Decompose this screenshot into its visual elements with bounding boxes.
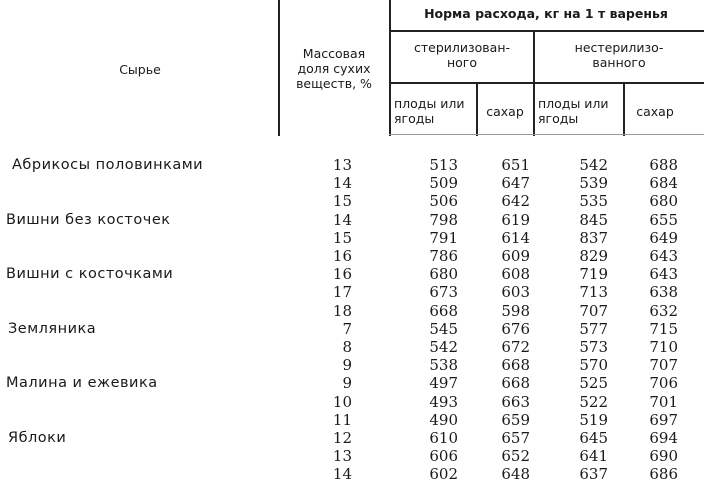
nonsterilized-sugar-value: 701 <box>649 392 678 411</box>
sterilized-sugar-value: 614 <box>501 228 530 247</box>
table-row <box>0 174 704 192</box>
sterilized-sugar-value: 676 <box>501 319 530 338</box>
nonsterilized-fruit-value: 525 <box>579 374 608 393</box>
table-row <box>0 338 704 356</box>
nonsterilized-sugar-value: 680 <box>649 192 678 211</box>
header-rule-raw <box>278 0 280 136</box>
sterilized-sugar-value: 657 <box>501 429 530 447</box>
nonsterilized-sugar-value: 697 <box>649 410 678 429</box>
dry-matter-value: 16 <box>332 265 352 284</box>
sterilized-fruit-value: 798 <box>429 210 458 229</box>
header-fruits-sterile <box>390 96 480 126</box>
nonsterilized-fruit-value: 542 <box>579 156 608 174</box>
header-nonsterilized-line-1: нестерилизо- <box>574 40 664 55</box>
header-sugar-nonsterile: сахар <box>636 104 674 119</box>
nonsterilized-fruit-value: 707 <box>579 301 608 320</box>
product-name: Малина и ежевика <box>6 375 158 392</box>
dry-matter-value: 12 <box>332 429 352 447</box>
dry-matter-value: 7 <box>342 319 352 338</box>
header-sugar-sterile: сахар <box>486 104 524 119</box>
table-row <box>0 356 704 374</box>
header-norm: Норма расхода, кг на 1 т варенья <box>424 6 668 21</box>
sterilized-fruit-value: 542 <box>429 338 458 356</box>
dry-matter-value: 9 <box>342 374 352 393</box>
sterilized-sugar-value: 648 <box>501 465 530 484</box>
sterilized-sugar-value: 668 <box>501 356 530 375</box>
nonsterilized-fruit-value: 535 <box>579 192 608 211</box>
nonsterilized-sugar-value: 707 <box>649 356 678 375</box>
nonsterilized-sugar-value: 688 <box>649 156 678 174</box>
dry-matter-value: 15 <box>332 192 352 211</box>
header-fruits-nonsterile-line-1: плоды или <box>538 96 609 111</box>
product-name: Яблоки <box>8 430 67 446</box>
sterilized-fruit-value: 791 <box>429 228 458 247</box>
sterilized-sugar-value: 647 <box>501 174 530 193</box>
nonsterilized-sugar-value: 684 <box>649 174 678 193</box>
sterilized-fruit-value: 606 <box>429 447 458 466</box>
sterilized-fruit-value: 602 <box>429 465 458 484</box>
dry-matter-value: 14 <box>332 174 352 193</box>
table-row <box>0 302 704 320</box>
table-header <box>0 0 704 138</box>
header-nonsterilized <box>536 40 702 70</box>
sterilized-fruit-value: 538 <box>429 356 458 375</box>
sterilized-sugar-value: 659 <box>501 410 530 429</box>
dry-matter-value: 17 <box>332 283 352 302</box>
nonsterilized-fruit-value: 845 <box>579 210 608 229</box>
dry-matter-value: 14 <box>332 465 352 484</box>
table-row <box>0 192 704 210</box>
nonsterilized-sugar-value: 686 <box>649 465 678 484</box>
sterilized-fruit-value: 680 <box>429 265 458 284</box>
nonsterilized-sugar-value: 655 <box>649 210 678 229</box>
table-row <box>0 320 704 338</box>
product-name: Абрикосы половинками <box>12 157 204 173</box>
sterilized-fruit-value: 509 <box>429 174 458 193</box>
nonsterilized-fruit-value: 641 <box>579 447 608 466</box>
sterilized-fruit-value: 493 <box>429 392 458 411</box>
sterilized-sugar-value: 668 <box>501 374 530 393</box>
sterilized-fruit-value: 786 <box>429 247 458 265</box>
sterilized-fruit-value: 668 <box>429 301 458 320</box>
table-row <box>0 265 704 283</box>
table-row <box>0 429 704 447</box>
sterilized-sugar-value: 672 <box>501 338 530 356</box>
sterilized-sugar-value: 652 <box>501 447 530 466</box>
nonsterilized-fruit-value: 577 <box>579 319 608 338</box>
dry-matter-value: 18 <box>332 301 352 320</box>
header-sterilized-line-1: стерилизован- <box>413 40 511 55</box>
sterilized-fruit-value: 673 <box>429 283 458 302</box>
header-sterilized-line-2: ного <box>446 55 478 70</box>
dry-matter-value: 8 <box>342 338 352 356</box>
nonsterilized-sugar-value: 643 <box>649 265 678 284</box>
nonsterilized-sugar-value: 690 <box>649 447 678 466</box>
nonsterilized-fruit-value: 570 <box>579 356 608 375</box>
sterilized-sugar-value: 663 <box>501 392 530 411</box>
header-dry-matter <box>284 46 384 91</box>
product-name: Вишни без косточек <box>6 211 171 228</box>
header-fruits-sterile-line-1: плоды или <box>394 96 465 111</box>
dry-matter-value: 13 <box>332 156 352 174</box>
table-row <box>0 447 704 465</box>
header-sterilized <box>392 40 532 70</box>
header-rule-subgroups <box>389 82 704 84</box>
dry-matter-value: 13 <box>332 447 352 466</box>
nonsterilized-fruit-value: 837 <box>579 228 608 247</box>
header-raw: Сырье <box>119 62 161 77</box>
table-row <box>0 229 704 247</box>
nonsterilized-sugar-value: 638 <box>649 283 678 302</box>
dry-matter-value: 15 <box>332 228 352 247</box>
nonsterilized-fruit-value: 637 <box>579 465 608 484</box>
product-name: Земляника <box>8 320 97 337</box>
sterilized-fruit-value: 513 <box>429 156 458 174</box>
nonsterilized-sugar-value: 710 <box>649 338 678 356</box>
nonsterilized-fruit-value: 539 <box>579 174 608 193</box>
header-bottom-rule <box>389 134 704 135</box>
nonsterilized-fruit-value: 719 <box>579 265 608 284</box>
sterilized-sugar-value: 608 <box>501 265 530 284</box>
nonsterilized-sugar-value: 649 <box>649 228 678 247</box>
header-rule-norm <box>389 30 704 32</box>
table-row <box>0 247 704 265</box>
dry-matter-value: 9 <box>342 356 352 375</box>
sterilized-fruit-value: 610 <box>429 429 458 447</box>
sterilized-sugar-value: 619 <box>501 210 530 229</box>
sterilized-sugar-value: 598 <box>501 301 530 320</box>
dry-matter-value: 14 <box>332 210 352 229</box>
table-row <box>0 393 704 411</box>
dry-matter-value: 16 <box>332 247 352 265</box>
header-dry-line-1: Массовая <box>302 46 366 61</box>
table-row <box>0 283 704 301</box>
sterilized-sugar-value: 609 <box>501 247 530 265</box>
table-row <box>0 156 704 174</box>
dry-matter-value: 11 <box>332 410 352 429</box>
sterilized-sugar-value: 642 <box>501 192 530 211</box>
nonsterilized-fruit-value: 522 <box>579 392 608 411</box>
table-row <box>0 374 704 392</box>
sterilized-fruit-value: 545 <box>429 319 458 338</box>
nonsterilized-sugar-value: 632 <box>649 301 678 320</box>
header-fruits-nonsterile-line-2: ягоды <box>538 111 579 126</box>
nonsterilized-fruit-value: 519 <box>579 410 608 429</box>
header-nonsterilized-line-2: ванного <box>592 55 646 70</box>
nonsterilized-fruit-value: 829 <box>579 247 608 265</box>
sterilized-sugar-value: 603 <box>501 283 530 302</box>
nonsterilized-sugar-value: 694 <box>649 429 678 447</box>
table-row <box>0 211 704 229</box>
nonsterilized-sugar-value: 643 <box>649 247 678 265</box>
nonsterilized-fruit-value: 573 <box>579 338 608 356</box>
sterilized-sugar-value: 651 <box>501 156 530 174</box>
header-dry-line-3: веществ, % <box>296 76 372 91</box>
nonsterilized-sugar-value: 706 <box>649 374 678 393</box>
sterilized-fruit-value: 490 <box>429 410 458 429</box>
sterilized-fruit-value: 497 <box>429 374 458 393</box>
nonsterilized-sugar-value: 715 <box>649 319 678 338</box>
header-fruits-sterile-line-2: ягоды <box>394 111 435 126</box>
table-row <box>0 411 704 429</box>
table-row <box>0 465 704 483</box>
header-dry-line-2: доля сухих <box>297 61 371 76</box>
header-fruits-nonsterile <box>534 96 626 126</box>
nonsterilized-fruit-value: 645 <box>579 429 608 447</box>
dry-matter-value: 10 <box>332 392 352 411</box>
product-name: Вишни с косточками <box>6 266 174 283</box>
sterilized-fruit-value: 506 <box>429 192 458 211</box>
nonsterilized-fruit-value: 713 <box>579 283 608 302</box>
